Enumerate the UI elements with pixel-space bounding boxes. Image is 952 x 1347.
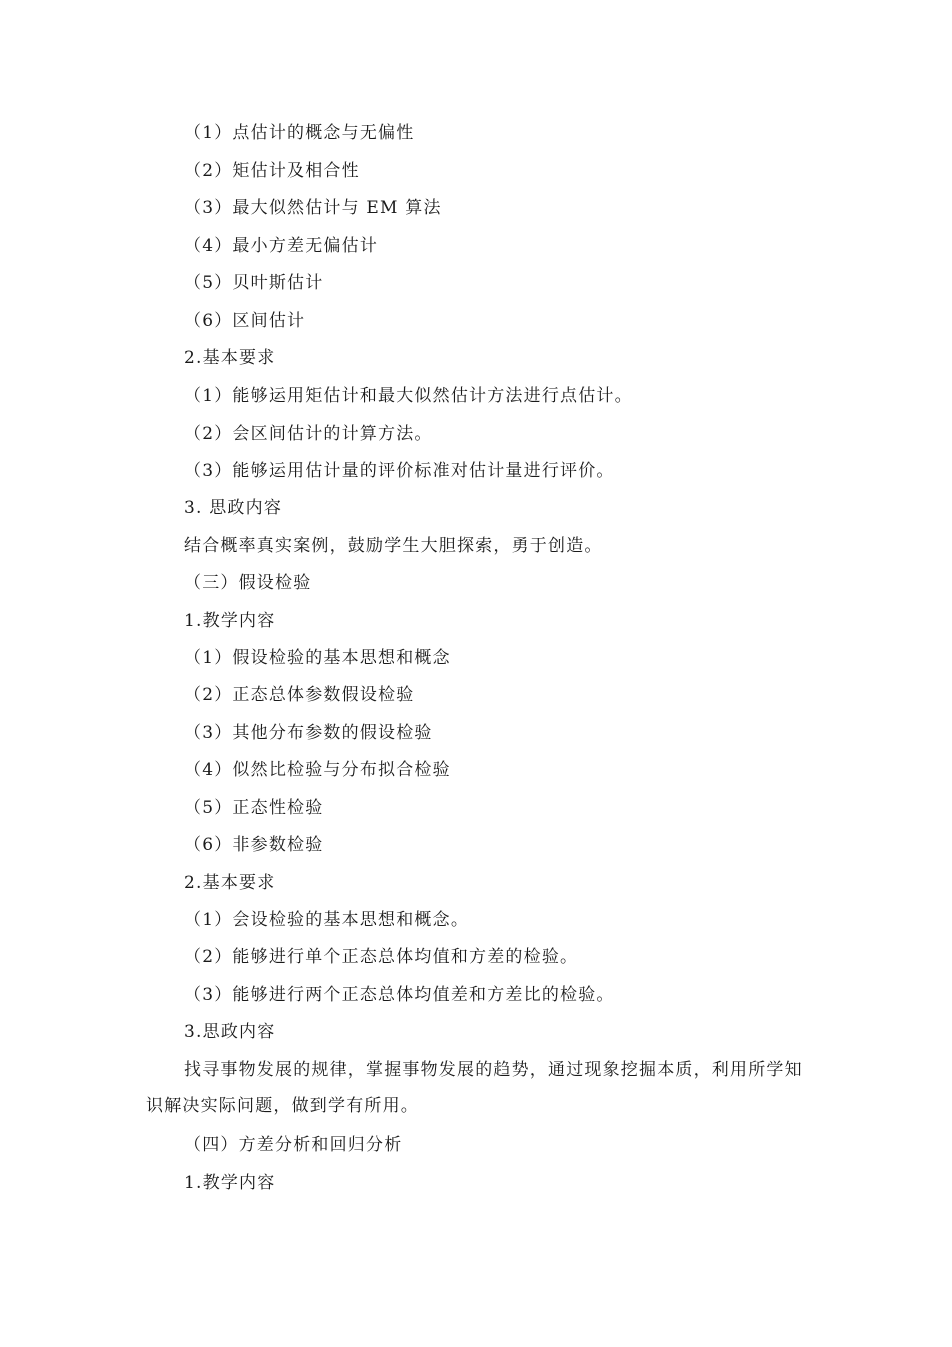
list-item: （2）会区间估计的计算方法。: [184, 424, 433, 444]
list-item: （1）会设检验的基本思想和概念。: [184, 910, 470, 930]
list-item: （1）点估计的概念与无偏性: [184, 123, 415, 143]
section-heading: 3. 思政内容: [184, 498, 283, 518]
paragraph-text: 结合概率真实案例，鼓励学生大胆探索，勇于创造。: [184, 536, 603, 556]
section-heading: 1.教学内容: [184, 1173, 276, 1193]
chapter-heading: （四）方差分析和回归分析: [184, 1135, 403, 1155]
paragraph-text: 找寻事物发展的规律，掌握事物发展的趋势，通过现象挖掘本质，利用所学知识解决实际问题，做到学有所用。: [146, 1060, 803, 1116]
list-item: （3）能够进行两个正态总体均值差和方差比的检验。: [184, 985, 615, 1005]
list-item: （4）最小方差无偏估计: [184, 236, 379, 256]
list-item: （2）正态总体参数假设检验: [184, 685, 415, 705]
list-item: （4）似然比检验与分布拟合检验: [184, 760, 451, 780]
chapter-heading: （三）假设检验: [184, 573, 312, 593]
list-item: （3）能够运用估计量的评价标准对估计量进行评价。: [184, 461, 615, 481]
section-heading: 3.思政内容: [184, 1022, 276, 1042]
list-item: （5）贝叶斯估计: [184, 273, 324, 293]
section-heading: 2.基本要求: [184, 873, 276, 893]
list-item: （3）其他分布参数的假设检验: [184, 723, 433, 743]
list-item: （5）正态性检验: [184, 798, 324, 818]
list-item: （6）区间估计: [184, 311, 306, 331]
list-item: （6）非参数检验: [184, 835, 324, 855]
list-item: （1）能够运用矩估计和最大似然估计方法进行点估计。: [184, 386, 633, 406]
list-item: （1）假设检验的基本思想和概念: [184, 648, 451, 668]
list-item: （3）最大似然估计与 EM 算法: [184, 198, 442, 218]
list-item: （2）能够进行单个正态总体均值和方差的检验。: [184, 947, 579, 967]
section-heading: 2.基本要求: [184, 348, 276, 368]
list-item: （2）矩估计及相合性: [184, 161, 360, 181]
section-heading: 1.教学内容: [184, 611, 276, 631]
